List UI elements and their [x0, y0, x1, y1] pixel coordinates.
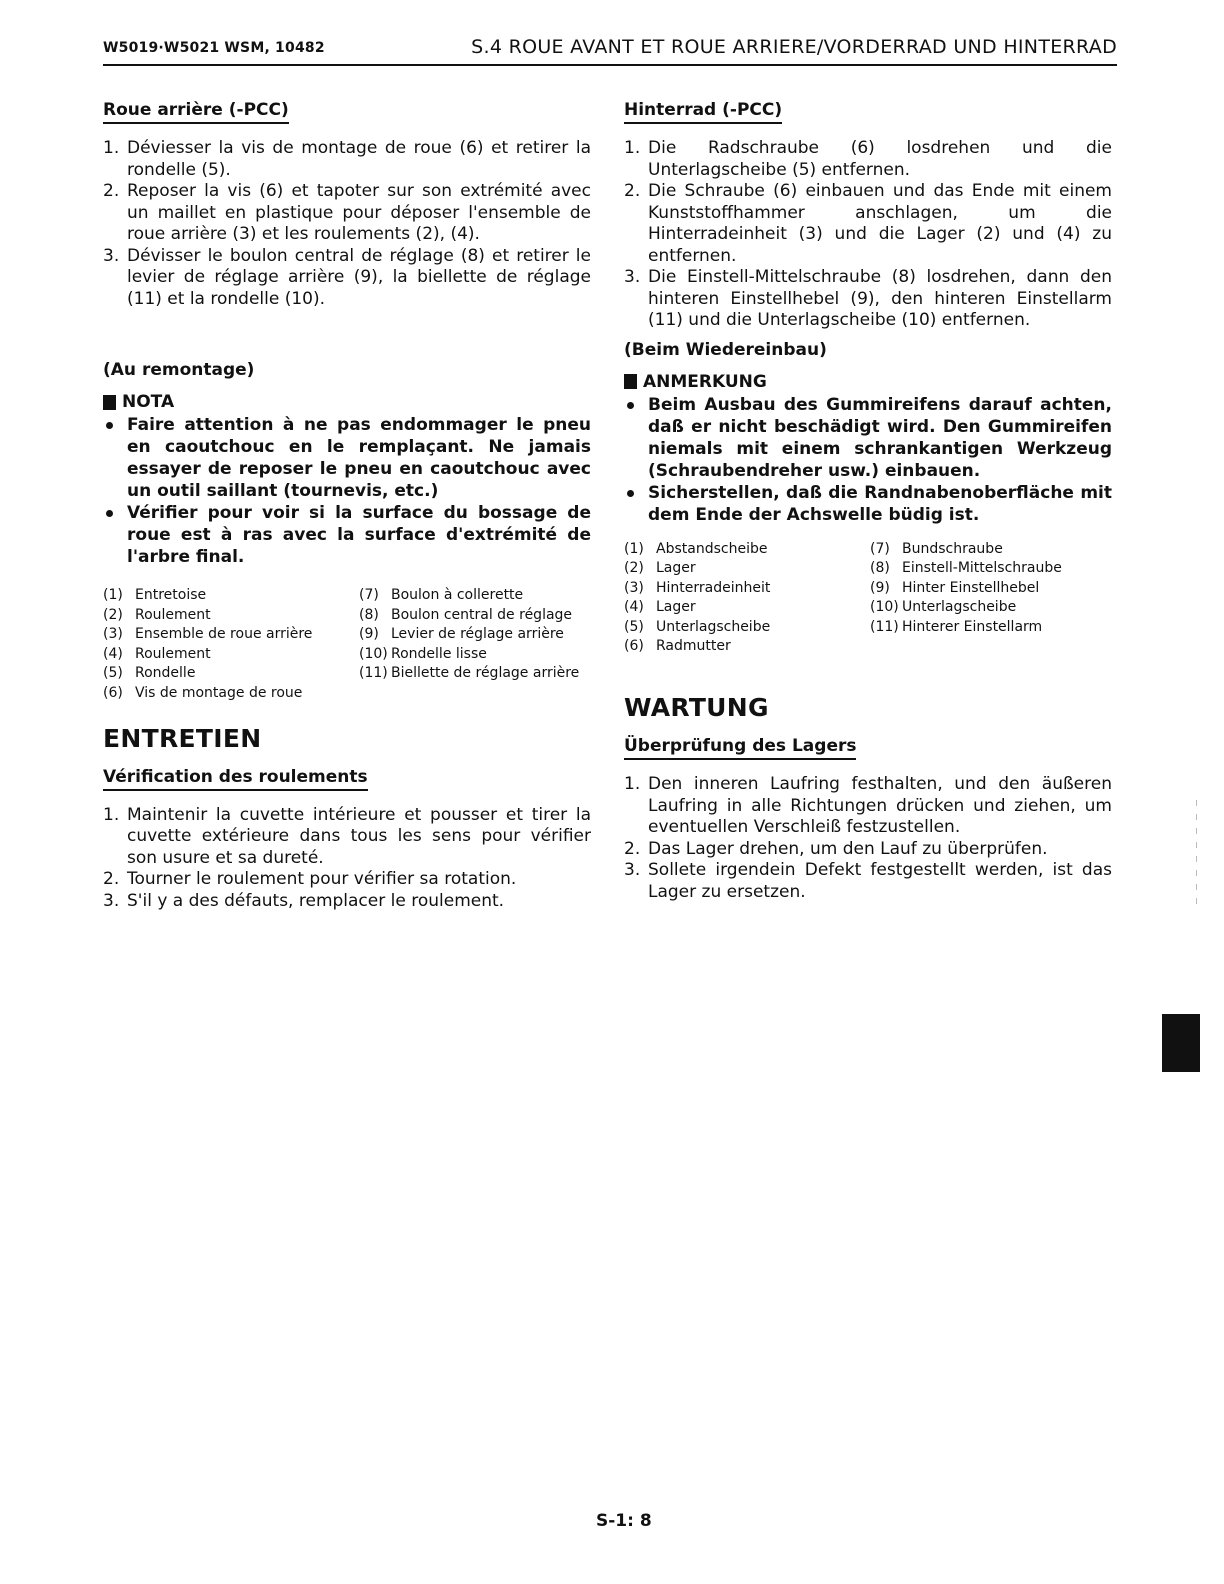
legend-item: (7) Bundschraube — [870, 540, 1003, 557]
de-check-title: Überprüfung des Lagers — [624, 736, 856, 760]
legend-item: (9) Levier de réglage arrière — [359, 626, 564, 643]
fr-check-title: Vérification des roulements — [103, 767, 368, 791]
legend-item: (6) Vis de montage de roue — [103, 684, 303, 701]
de-steps — [624, 138, 1112, 332]
section-tab-marker — [1162, 1014, 1200, 1072]
fr-section-title: Roue arrière (-PCC) — [103, 100, 289, 124]
list-item: Sicherstellen, daß die Randnabenoberfläche mit dem Ende der Achswelle büdig ist. — [624, 482, 1112, 526]
legend-item: (2) Roulement — [103, 606, 211, 623]
bullet-icon — [627, 490, 634, 497]
legend-item: (6) Radmutter — [624, 638, 731, 655]
list-item: 3. S'il y a des défauts, remplacer le roulement. — [103, 890, 505, 911]
legend-item: (2) Lager — [624, 560, 696, 577]
fr-parts-legend — [103, 586, 591, 704]
german-column — [624, 100, 1112, 903]
square-bullet-icon — [624, 374, 637, 389]
list-item: 1. Déviesser la vis de montage de roue (6) et retirer la rondelle (5). — [103, 138, 591, 180]
list-item: 2. Das Lager drehen, um den Lauf zu überprüfen. — [624, 838, 1048, 859]
list-item: 1. Die Radschraube (6) losdrehen und die Unterlagscheibe (5) entfernen. — [624, 138, 1112, 180]
de-section-title: Hinterrad (-PCC) — [624, 100, 782, 124]
list-item: Beim Ausbau des Gummireifens darauf achten, daß er nicht beschädigt wird. Den Gummireifen niemals mit einem schrankantigen Werkzeug (Schraubendreher usw.) einbauen. — [624, 394, 1112, 482]
legend-item: (10) Rondelle lisse — [359, 645, 487, 662]
de-remount-heading: (Beim Wiedereinbau) — [624, 339, 827, 360]
list-item: 3. Die Einstell-Mittelschraube (8) losdrehen, dann den hinteren Einstellhebel (9), den hinteren Einstellarm (11) und die Unterlagscheibe (10) entfernen. — [624, 267, 1112, 330]
list-item: 2. Tourner le roulement pour vérifier sa rotation. — [103, 869, 517, 890]
de-notes — [624, 394, 1112, 526]
list-item: 1. Maintenir la cuvette intérieure et pousser et tirer la cuvette extérieure dans tous les sens pour vérifier son usure et sa dureté. — [103, 804, 591, 868]
list-item: 2. Die Schraube (6) einbauen und das Ende mit einem Kunststoffhammer anschlagen, um die Hinterradeinheit (3) und die Lager (2) und (4) zu entfernen. — [624, 181, 1112, 266]
list-item: 3. Sollete irgendein Defekt festgestellt werden, ist das Lager zu ersetzen. — [624, 860, 1112, 902]
legend-item: (3) Ensemble de roue arrière — [103, 626, 313, 643]
de-parts-legend — [624, 540, 1112, 658]
legend-item: (11) Biellette de réglage arrière — [359, 665, 580, 682]
margin-line — [1196, 800, 1197, 910]
list-item: 2. Reposer la vis (6) et tapoter sur son extrémité avec un maillet en plastique pour déposer l'ensemble de roue arrière (3) et les roulements (2), (4). — [103, 181, 591, 244]
fr-maintenance-title: ENTRETIEN — [103, 723, 262, 753]
bullet-icon — [627, 402, 634, 409]
bullet-icon — [106, 422, 113, 429]
legend-item: (11) Hinterer Einstellarm — [870, 618, 1043, 635]
legend-item: (3) Hinterradeinheit — [624, 579, 771, 596]
fr-note-heading: NOTA — [103, 392, 591, 412]
legend-item: (7) Boulon à collerette — [359, 587, 524, 603]
list-item: Vérifier pour voir si la surface du bossage de roue est à ras avec la surface d'extrémité de l'arbre final. — [103, 502, 591, 568]
fr-check-steps — [103, 805, 591, 913]
legend-item: (4) Lager — [624, 599, 696, 616]
section-title: S.4 ROUE AVANT ET ROUE ARRIERE/VORDERRAD UND HINTERRAD — [471, 36, 1117, 58]
fr-notes — [103, 414, 591, 568]
square-bullet-icon — [103, 395, 116, 410]
fr-steps — [103, 138, 591, 310]
de-note-heading: ANMERKUNG — [624, 372, 1112, 392]
de-check-steps — [624, 774, 1112, 903]
legend-item: (8) Boulon central de réglage — [359, 606, 573, 623]
list-item: 3. Dévisser le boulon central de réglage (8) et retirer le levier de réglage arrière (9), la biellette de réglage (11) et la rondelle (10). — [103, 245, 591, 309]
list-item: Faire attention à ne pas endommager le pneu en caoutchouc en le remplaçant. Ne jamais essayer de reposer le pneu en caoutchouc avec un outil saillant (tournevis, etc.) — [103, 414, 591, 502]
document-code: W5019·W5021 WSM, 10482 — [103, 40, 325, 56]
french-column — [103, 100, 591, 912]
legend-item: (10) Unterlagscheibe — [870, 599, 1017, 616]
legend-item: (9) Hinter Einstellhebel — [870, 579, 1040, 596]
legend-item: (8) Einstell-Mittelschraube — [870, 560, 1062, 577]
list-item: 1. Den inneren Laufring festhalten, und den äußeren Laufring in alle Richtungen drücken und ziehen, um eventuellen Verschleiß festzustellen. — [624, 774, 1112, 838]
legend-item: (5) Rondelle — [103, 665, 196, 682]
page-header — [103, 38, 1117, 66]
legend-item: (5) Unterlagscheibe — [624, 618, 771, 635]
page-number: S-1: 8 — [596, 1511, 652, 1531]
de-maintenance-title: WARTUNG — [624, 693, 769, 723]
fr-remount-heading: (Au remontage) — [103, 360, 255, 380]
legend-item: (1) Abstandscheibe — [624, 540, 768, 557]
legend-item: (4) Roulement — [103, 645, 211, 662]
legend-item: (1) Entretoise — [103, 587, 207, 603]
bullet-icon — [106, 510, 113, 517]
